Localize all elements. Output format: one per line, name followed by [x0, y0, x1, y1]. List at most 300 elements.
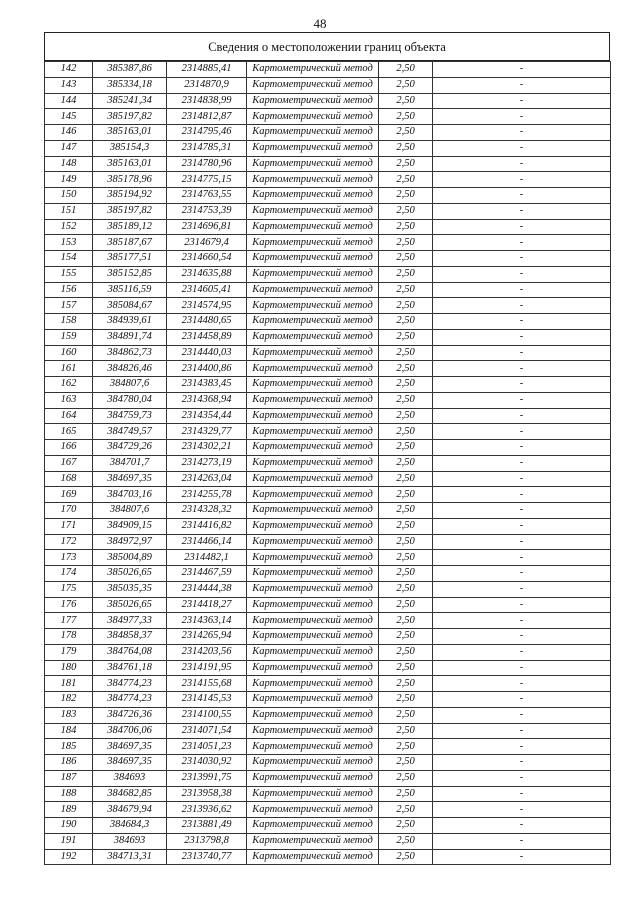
- coord-y-cell: 2314302,21: [167, 440, 247, 456]
- table-row: [45, 534, 611, 550]
- coord-y-cell: 2314145,53: [167, 692, 247, 708]
- coord-y-cell: 2314191,95: [167, 660, 247, 676]
- point-number-cell: 154: [45, 251, 93, 267]
- description-cell: -: [433, 566, 611, 582]
- coord-x-cell: 384826,46: [93, 361, 167, 377]
- table-row: [45, 140, 611, 156]
- coord-y-cell: 2314368,94: [167, 392, 247, 408]
- precision-cell: 2,50: [379, 203, 433, 219]
- table-row: [45, 755, 611, 771]
- precision-cell: 2,50: [379, 282, 433, 298]
- method-cell: Картометрический метод: [247, 156, 379, 172]
- method-cell: Картометрический метод: [247, 613, 379, 629]
- description-cell: -: [433, 125, 611, 141]
- coord-y-cell: 2314753,39: [167, 203, 247, 219]
- description-cell: -: [433, 109, 611, 125]
- coord-x-cell: 384761,18: [93, 660, 167, 676]
- table-row: [45, 487, 611, 503]
- method-cell: Картометрический метод: [247, 203, 379, 219]
- coord-y-cell: 2314444,38: [167, 581, 247, 597]
- table-row: [45, 329, 611, 345]
- coord-x-cell: 384891,74: [93, 329, 167, 345]
- description-cell: -: [433, 723, 611, 739]
- coord-y-cell: 2314203,56: [167, 644, 247, 660]
- coord-y-cell: 2314635,88: [167, 266, 247, 282]
- point-number-cell: 161: [45, 361, 93, 377]
- point-number-cell: 188: [45, 786, 93, 802]
- coord-y-cell: 2314155,68: [167, 676, 247, 692]
- coord-x-cell: 384972,97: [93, 534, 167, 550]
- table-row: [45, 566, 611, 582]
- description-cell: -: [433, 849, 611, 865]
- coord-y-cell: 2314329,77: [167, 424, 247, 440]
- point-number-cell: 159: [45, 329, 93, 345]
- point-number-cell: 179: [45, 644, 93, 660]
- precision-cell: 2,50: [379, 629, 433, 645]
- method-cell: Картометрический метод: [247, 408, 379, 424]
- description-cell: -: [433, 408, 611, 424]
- description-cell: -: [433, 692, 611, 708]
- method-cell: Картометрический метод: [247, 219, 379, 235]
- coord-x-cell: 384939,61: [93, 314, 167, 330]
- coord-y-cell: 2314416,82: [167, 518, 247, 534]
- coord-x-cell: 384701,7: [93, 455, 167, 471]
- table-row: [45, 408, 611, 424]
- point-number-cell: 142: [45, 62, 93, 78]
- table-row: [45, 550, 611, 566]
- point-number-cell: 182: [45, 692, 93, 708]
- table-row: [45, 692, 611, 708]
- description-cell: -: [433, 739, 611, 755]
- table-row: [45, 471, 611, 487]
- coord-x-cell: 384729,26: [93, 440, 167, 456]
- description-cell: -: [433, 818, 611, 834]
- description-cell: -: [433, 361, 611, 377]
- point-number-cell: 178: [45, 629, 93, 645]
- coord-x-cell: 384726,36: [93, 707, 167, 723]
- description-cell: -: [433, 550, 611, 566]
- method-cell: Картометрический метод: [247, 786, 379, 802]
- coord-y-cell: 2314467,59: [167, 566, 247, 582]
- coord-y-cell: 2313740,77: [167, 849, 247, 865]
- method-cell: Картометрический метод: [247, 251, 379, 267]
- page-number: 48: [313, 16, 327, 31]
- method-cell: Картометрический метод: [247, 109, 379, 125]
- description-cell: -: [433, 707, 611, 723]
- precision-cell: 2,50: [379, 676, 433, 692]
- precision-cell: 2,50: [379, 723, 433, 739]
- coord-x-cell: 385026,65: [93, 597, 167, 613]
- point-number-cell: 169: [45, 487, 93, 503]
- description-cell: -: [433, 93, 611, 109]
- point-number-cell: 153: [45, 235, 93, 251]
- point-number-cell: 192: [45, 849, 93, 865]
- point-number-cell: 168: [45, 471, 93, 487]
- table-row: [45, 660, 611, 676]
- description-cell: -: [433, 345, 611, 361]
- precision-cell: 2,50: [379, 156, 433, 172]
- point-number-cell: 184: [45, 723, 93, 739]
- coord-x-cell: 385035,35: [93, 581, 167, 597]
- method-cell: Картометрический метод: [247, 566, 379, 582]
- precision-cell: 2,50: [379, 235, 433, 251]
- coord-y-cell: 2314255,78: [167, 487, 247, 503]
- precision-cell: 2,50: [379, 77, 433, 93]
- point-number-cell: 163: [45, 392, 93, 408]
- method-cell: Картометрический метод: [247, 77, 379, 93]
- precision-cell: 2,50: [379, 487, 433, 503]
- point-number-cell: 156: [45, 282, 93, 298]
- coord-x-cell: 385152,85: [93, 266, 167, 282]
- method-cell: Картометрический метод: [247, 345, 379, 361]
- table-row: [45, 314, 611, 330]
- coord-y-cell: 2314466,14: [167, 534, 247, 550]
- table-row: [45, 188, 611, 204]
- method-cell: Картометрический метод: [247, 818, 379, 834]
- method-cell: Картометрический метод: [247, 755, 379, 771]
- coord-x-cell: 385163,01: [93, 125, 167, 141]
- method-cell: Картометрический метод: [247, 487, 379, 503]
- description-cell: -: [433, 440, 611, 456]
- precision-cell: 2,50: [379, 660, 433, 676]
- coord-y-cell: 2314458,89: [167, 329, 247, 345]
- coord-y-cell: 2314383,45: [167, 377, 247, 393]
- precision-cell: 2,50: [379, 140, 433, 156]
- precision-cell: 2,50: [379, 597, 433, 613]
- description-cell: -: [433, 833, 611, 849]
- coord-y-cell: 2314885,41: [167, 62, 247, 78]
- coord-x-cell: 384693: [93, 770, 167, 786]
- point-number-cell: 148: [45, 156, 93, 172]
- table-row: [45, 392, 611, 408]
- coord-y-cell: 2313958,38: [167, 786, 247, 802]
- table-row: [45, 613, 611, 629]
- precision-cell: 2,50: [379, 455, 433, 471]
- coord-x-cell: 384862,73: [93, 345, 167, 361]
- table-row: [45, 518, 611, 534]
- coord-x-cell: 384780,04: [93, 392, 167, 408]
- coord-x-cell: 385178,96: [93, 172, 167, 188]
- coord-y-cell: 2313936,62: [167, 802, 247, 818]
- coord-y-cell: 2313798,8: [167, 833, 247, 849]
- point-number-cell: 164: [45, 408, 93, 424]
- coord-x-cell: 384909,15: [93, 518, 167, 534]
- precision-cell: 2,50: [379, 566, 433, 582]
- table-row: [45, 109, 611, 125]
- precision-cell: 2,50: [379, 739, 433, 755]
- precision-cell: 2,50: [379, 707, 433, 723]
- table-row: [45, 93, 611, 109]
- coord-y-cell: 2314775,15: [167, 172, 247, 188]
- coord-y-cell: 2314660,54: [167, 251, 247, 267]
- coord-x-cell: 384679,94: [93, 802, 167, 818]
- table-row: [45, 833, 611, 849]
- method-cell: Картометрический метод: [247, 329, 379, 345]
- method-cell: Картометрический метод: [247, 534, 379, 550]
- description-cell: -: [433, 487, 611, 503]
- precision-cell: 2,50: [379, 550, 433, 566]
- table-row: [45, 203, 611, 219]
- coord-x-cell: 385241,34: [93, 93, 167, 109]
- precision-cell: 2,50: [379, 377, 433, 393]
- precision-cell: 2,50: [379, 219, 433, 235]
- coord-x-cell: 385163,01: [93, 156, 167, 172]
- description-cell: -: [433, 377, 611, 393]
- description-cell: -: [433, 140, 611, 156]
- boundary-coordinates-table: [44, 61, 611, 865]
- table-row: [45, 377, 611, 393]
- precision-cell: 2,50: [379, 172, 433, 188]
- description-cell: -: [433, 534, 611, 550]
- description-cell: -: [433, 503, 611, 519]
- coord-y-cell: 2314795,46: [167, 125, 247, 141]
- table-row: [45, 361, 611, 377]
- precision-cell: 2,50: [379, 251, 433, 267]
- precision-cell: 2,50: [379, 62, 433, 78]
- description-cell: -: [433, 471, 611, 487]
- point-number-cell: 183: [45, 707, 93, 723]
- precision-cell: 2,50: [379, 849, 433, 865]
- table-row: [45, 440, 611, 456]
- table-row: [45, 219, 611, 235]
- point-number-cell: 170: [45, 503, 93, 519]
- coord-x-cell: 385334,18: [93, 77, 167, 93]
- precision-cell: 2,50: [379, 613, 433, 629]
- table-row: [45, 849, 611, 865]
- description-cell: -: [433, 298, 611, 314]
- precision-cell: 2,50: [379, 125, 433, 141]
- table-row: [45, 251, 611, 267]
- method-cell: Картометрический метод: [247, 739, 379, 755]
- coord-x-cell: 384684,3: [93, 818, 167, 834]
- method-cell: Картометрический метод: [247, 518, 379, 534]
- coord-y-cell: 2314679,4: [167, 235, 247, 251]
- point-number-cell: 187: [45, 770, 93, 786]
- boundary-table-container: [44, 32, 610, 865]
- precision-cell: 2,50: [379, 644, 433, 660]
- description-cell: -: [433, 62, 611, 78]
- coord-x-cell: 384697,35: [93, 471, 167, 487]
- point-number-cell: 189: [45, 802, 93, 818]
- point-number-cell: 185: [45, 739, 93, 755]
- coord-x-cell: 384697,35: [93, 739, 167, 755]
- table-body: [45, 62, 611, 865]
- table-row: [45, 770, 611, 786]
- method-cell: Картометрический метод: [247, 125, 379, 141]
- description-cell: -: [433, 629, 611, 645]
- coord-x-cell: 384774,23: [93, 692, 167, 708]
- point-number-cell: 149: [45, 172, 93, 188]
- precision-cell: 2,50: [379, 188, 433, 204]
- table-row: [45, 503, 611, 519]
- coord-y-cell: 2314780,96: [167, 156, 247, 172]
- point-number-cell: 171: [45, 518, 93, 534]
- coord-x-cell: 384759,73: [93, 408, 167, 424]
- description-cell: -: [433, 329, 611, 345]
- coord-x-cell: 385177,51: [93, 251, 167, 267]
- precision-cell: 2,50: [379, 440, 433, 456]
- point-number-cell: 175: [45, 581, 93, 597]
- point-number-cell: 166: [45, 440, 93, 456]
- method-cell: Картометрический метод: [247, 455, 379, 471]
- method-cell: Картометрический метод: [247, 361, 379, 377]
- coord-x-cell: 385004,89: [93, 550, 167, 566]
- coord-y-cell: 2314263,04: [167, 471, 247, 487]
- coord-y-cell: 2314785,31: [167, 140, 247, 156]
- coord-x-cell: 384858,37: [93, 629, 167, 645]
- precision-cell: 2,50: [379, 755, 433, 771]
- table-row: [45, 676, 611, 692]
- precision-cell: 2,50: [379, 314, 433, 330]
- method-cell: Картометрический метод: [247, 707, 379, 723]
- description-cell: -: [433, 156, 611, 172]
- coord-x-cell: 384764,08: [93, 644, 167, 660]
- precision-cell: 2,50: [379, 345, 433, 361]
- point-number-cell: 160: [45, 345, 93, 361]
- coord-x-cell: 384697,35: [93, 755, 167, 771]
- table-row: [45, 597, 611, 613]
- description-cell: -: [433, 392, 611, 408]
- table-row: [45, 266, 611, 282]
- method-cell: Картометрический метод: [247, 377, 379, 393]
- coord-x-cell: 384693: [93, 833, 167, 849]
- point-number-cell: 146: [45, 125, 93, 141]
- description-cell: -: [433, 282, 611, 298]
- precision-cell: 2,50: [379, 503, 433, 519]
- coord-y-cell: 2314051,23: [167, 739, 247, 755]
- point-number-cell: 143: [45, 77, 93, 93]
- coord-y-cell: 2314265,94: [167, 629, 247, 645]
- coord-y-cell: 2314440,03: [167, 345, 247, 361]
- point-number-cell: 191: [45, 833, 93, 849]
- coord-y-cell: 2314071,54: [167, 723, 247, 739]
- point-number-cell: 150: [45, 188, 93, 204]
- description-cell: -: [433, 455, 611, 471]
- coord-x-cell: 384977,33: [93, 613, 167, 629]
- table-row: [45, 282, 611, 298]
- coord-x-cell: 384807,6: [93, 377, 167, 393]
- precision-cell: 2,50: [379, 266, 433, 282]
- coord-x-cell: 385084,67: [93, 298, 167, 314]
- coord-y-cell: 2313881,49: [167, 818, 247, 834]
- point-number-cell: 167: [45, 455, 93, 471]
- precision-cell: 2,50: [379, 471, 433, 487]
- coord-x-cell: 384703,16: [93, 487, 167, 503]
- precision-cell: 2,50: [379, 770, 433, 786]
- table-row: [45, 298, 611, 314]
- table-row: [45, 235, 611, 251]
- description-cell: -: [433, 188, 611, 204]
- coord-x-cell: 385026,65: [93, 566, 167, 582]
- description-cell: -: [433, 802, 611, 818]
- coord-y-cell: 2313991,75: [167, 770, 247, 786]
- description-cell: -: [433, 660, 611, 676]
- precision-cell: 2,50: [379, 392, 433, 408]
- precision-cell: 2,50: [379, 534, 433, 550]
- precision-cell: 2,50: [379, 93, 433, 109]
- point-number-cell: 152: [45, 219, 93, 235]
- precision-cell: 2,50: [379, 692, 433, 708]
- description-cell: -: [433, 172, 611, 188]
- method-cell: Картометрический метод: [247, 597, 379, 613]
- description-cell: -: [433, 203, 611, 219]
- method-cell: Картометрический метод: [247, 471, 379, 487]
- table-row: [45, 345, 611, 361]
- description-cell: -: [433, 786, 611, 802]
- coord-x-cell: 385387,86: [93, 62, 167, 78]
- method-cell: Картометрический метод: [247, 314, 379, 330]
- coord-y-cell: 2314696,81: [167, 219, 247, 235]
- method-cell: Картометрический метод: [247, 172, 379, 188]
- coord-x-cell: 384749,57: [93, 424, 167, 440]
- table-title: Сведения о местоположении границ объекта: [44, 32, 610, 61]
- coord-y-cell: 2314354,44: [167, 408, 247, 424]
- table-row: [45, 629, 611, 645]
- method-cell: Картометрический метод: [247, 392, 379, 408]
- description-cell: -: [433, 644, 611, 660]
- description-cell: -: [433, 219, 611, 235]
- coord-x-cell: 385116,59: [93, 282, 167, 298]
- coord-y-cell: 2314763,55: [167, 188, 247, 204]
- table-row: [45, 62, 611, 78]
- precision-cell: 2,50: [379, 298, 433, 314]
- method-cell: Картометрический метод: [247, 723, 379, 739]
- coord-x-cell: 384713,31: [93, 849, 167, 865]
- method-cell: Картометрический метод: [247, 833, 379, 849]
- method-cell: Картометрический метод: [247, 266, 379, 282]
- precision-cell: 2,50: [379, 109, 433, 125]
- method-cell: Картометрический метод: [247, 503, 379, 519]
- description-cell: -: [433, 518, 611, 534]
- table-row: [45, 581, 611, 597]
- method-cell: Картометрический метод: [247, 802, 379, 818]
- table-row: [45, 172, 611, 188]
- description-cell: -: [433, 235, 611, 251]
- table-row: [45, 818, 611, 834]
- table-row: [45, 739, 611, 755]
- point-number-cell: 181: [45, 676, 93, 692]
- precision-cell: 2,50: [379, 424, 433, 440]
- coord-x-cell: 384807,6: [93, 503, 167, 519]
- point-number-cell: 173: [45, 550, 93, 566]
- coord-y-cell: 2314838,99: [167, 93, 247, 109]
- method-cell: Картометрический метод: [247, 676, 379, 692]
- method-cell: Картометрический метод: [247, 581, 379, 597]
- description-cell: -: [433, 613, 611, 629]
- table-row: [45, 125, 611, 141]
- table-row: [45, 707, 611, 723]
- method-cell: Картометрический метод: [247, 282, 379, 298]
- method-cell: Картометрический метод: [247, 849, 379, 865]
- point-number-cell: 172: [45, 534, 93, 550]
- point-number-cell: 157: [45, 298, 93, 314]
- point-number-cell: 180: [45, 660, 93, 676]
- description-cell: -: [433, 77, 611, 93]
- coord-x-cell: 385197,82: [93, 109, 167, 125]
- table-row: [45, 802, 611, 818]
- coord-y-cell: 2314605,41: [167, 282, 247, 298]
- method-cell: Картометрический метод: [247, 235, 379, 251]
- table-row: [45, 156, 611, 172]
- coord-y-cell: 2314482,1: [167, 550, 247, 566]
- table-row: [45, 455, 611, 471]
- description-cell: -: [433, 581, 611, 597]
- table-row: [45, 644, 611, 660]
- coord-y-cell: 2314574,95: [167, 298, 247, 314]
- coord-y-cell: 2314363,14: [167, 613, 247, 629]
- table-row: [45, 786, 611, 802]
- coord-y-cell: 2314030,92: [167, 755, 247, 771]
